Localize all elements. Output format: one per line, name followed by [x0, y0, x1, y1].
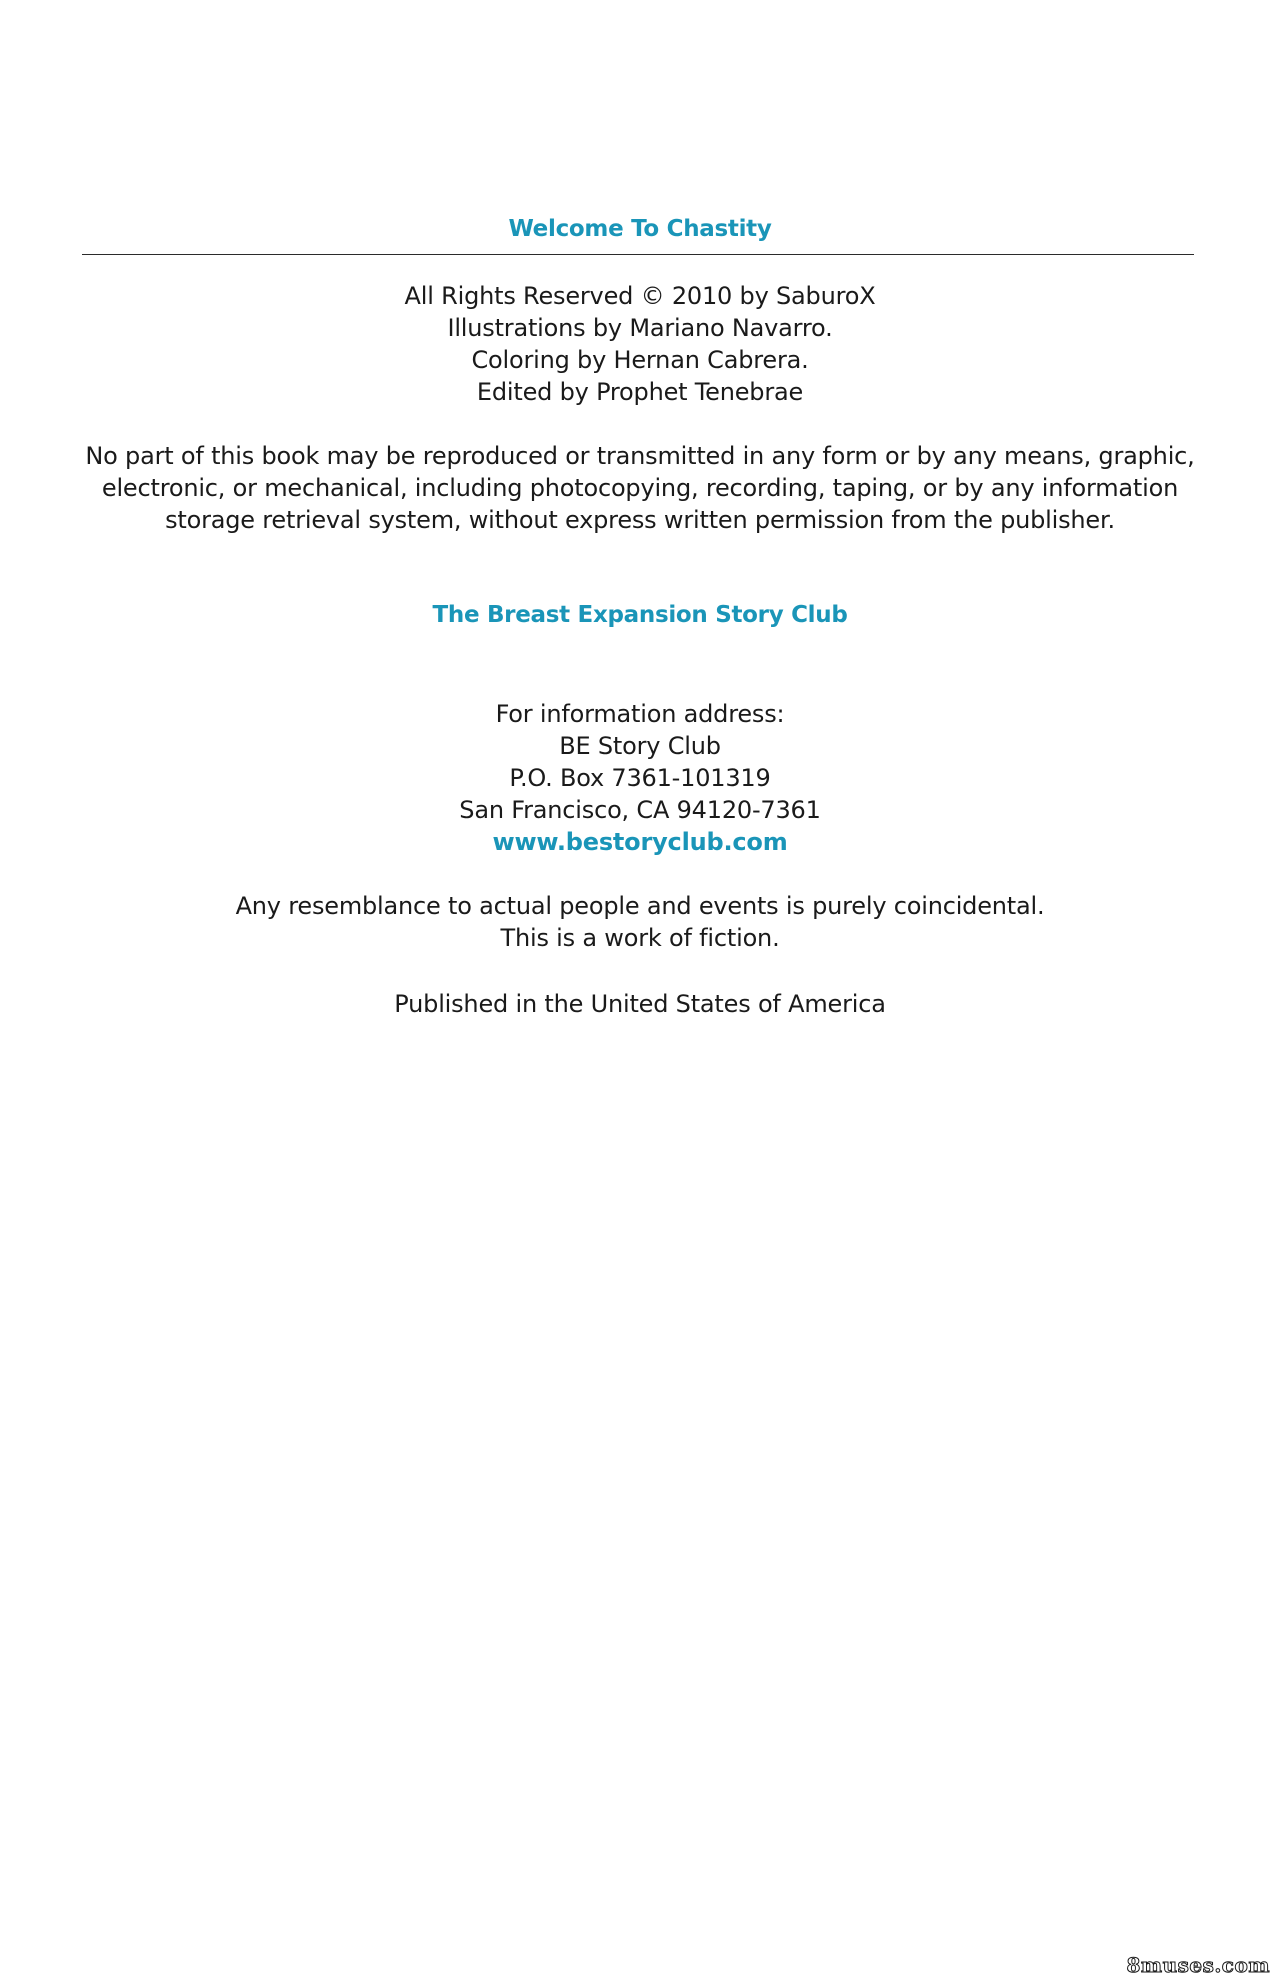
club-title: The Breast Expansion Story Club	[432, 602, 848, 628]
address-name: BE Story Club	[559, 732, 721, 760]
notice-line-3: storage retrieval system, without express written permission from the publisher.	[165, 506, 1115, 534]
credits-line-rights: All Rights Reserved © 2010 by SaburoX	[404, 282, 876, 310]
site-watermark: 8muses.com	[1126, 1953, 1270, 1977]
address-intro: For information address:	[495, 700, 785, 728]
disclaimer-line-2: This is a work of fiction.	[500, 924, 780, 952]
credits-block	[0, 280, 1280, 408]
address-po-box: P.O. Box 7361-101319	[509, 764, 771, 792]
title-divider	[82, 254, 1194, 255]
publication-block	[0, 988, 1280, 1020]
address-city: San Francisco, CA 94120-7361	[459, 796, 821, 824]
book-title: Welcome To Chastity	[508, 216, 772, 242]
credits-line-editor: Edited by Prophet Tenebrae	[476, 378, 804, 406]
website-link[interactable]: www.bestoryclub.com	[492, 828, 788, 856]
notice-line-1: No part of this book may be reproduced or transmitted in any form or by any means, graphic,	[85, 442, 1195, 470]
credits-line-coloring: Coloring by Hernan Cabrera.	[471, 346, 809, 374]
address-block	[0, 698, 1280, 858]
reproduction-notice	[0, 440, 1280, 536]
disclaimer-line-1: Any resemblance to actual people and events is purely coincidental.	[235, 892, 1045, 920]
publication-line: Published in the United States of America	[394, 990, 886, 1018]
disclaimer-block	[0, 890, 1280, 954]
notice-line-2: electronic, or mechanical, including photocopying, recording, taping, or by any information	[101, 474, 1179, 502]
credits-line-illustrations: Illustrations by Mariano Navarro.	[447, 314, 833, 342]
